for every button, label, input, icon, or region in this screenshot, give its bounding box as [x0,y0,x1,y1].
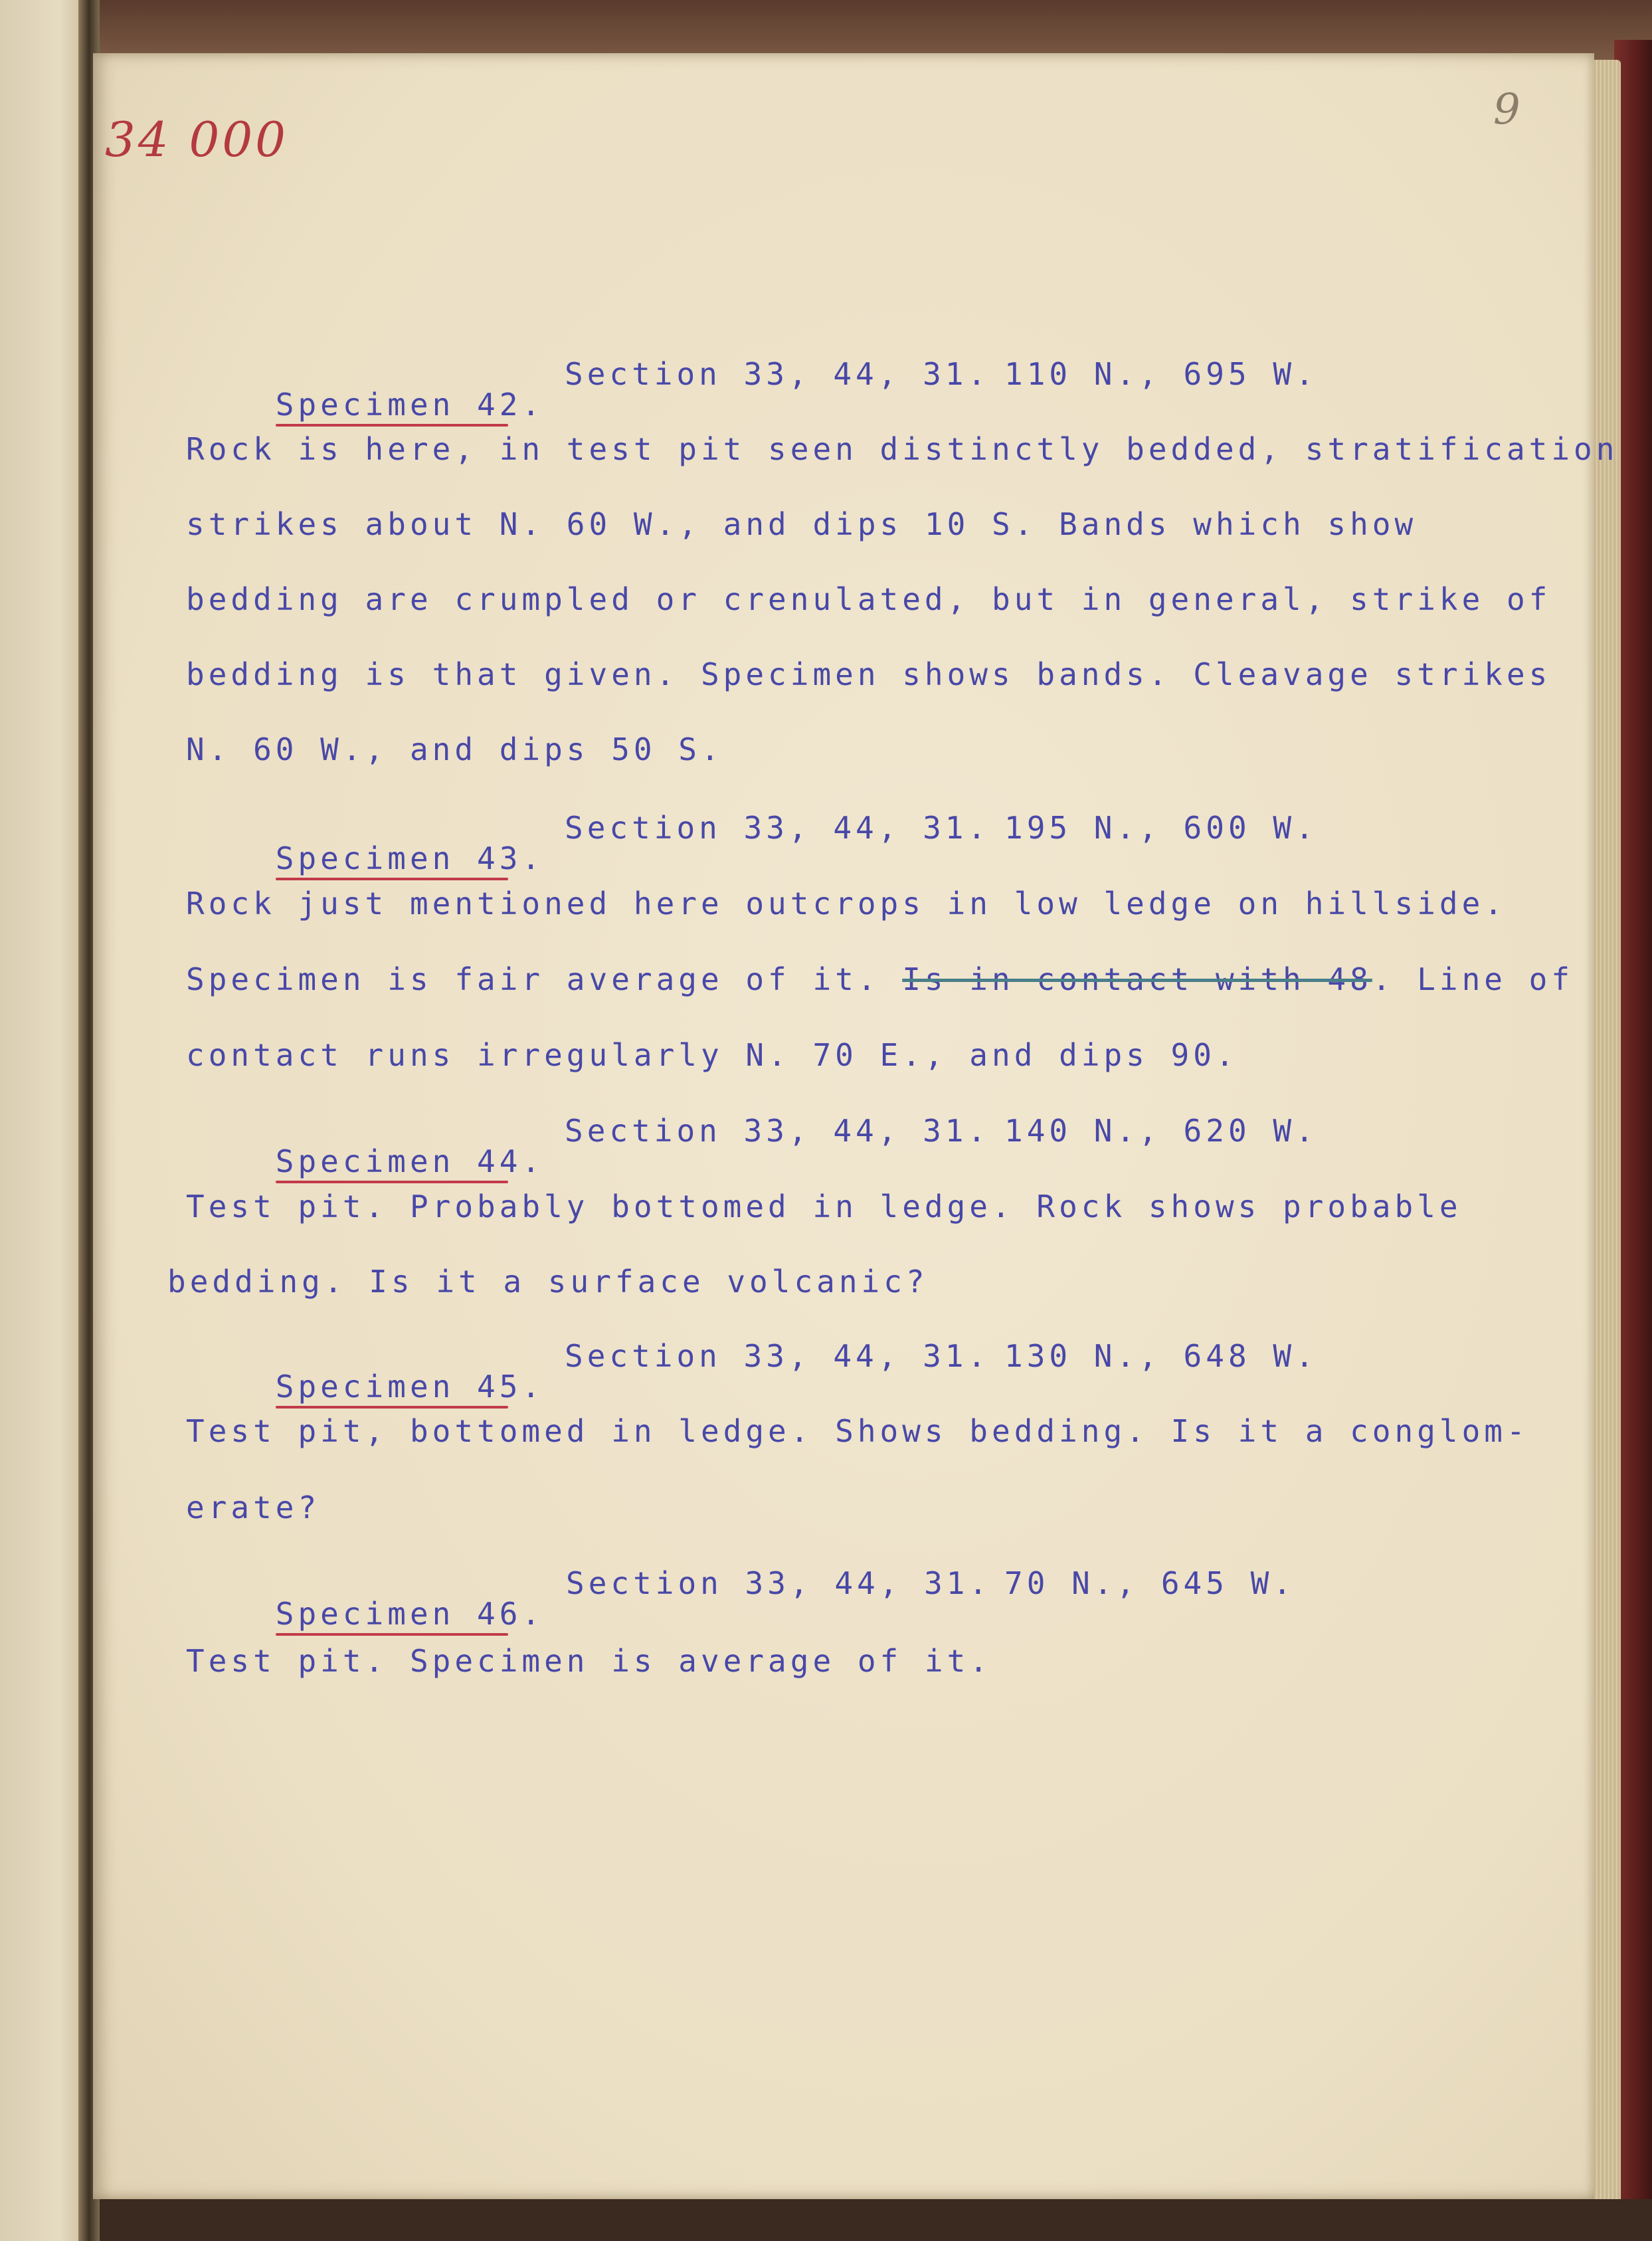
specimen-title: Specimen 44 [275,1143,522,1179]
specimen-heading: Specimen 43. [275,840,545,876]
note-line: N. 60 W., and dips 50 S. [186,731,723,767]
note-text: Specimen is fair average of it. [186,961,903,997]
note-line: Test pit. Probably bottomed in ledge. Rock shows probable [186,1189,1462,1224]
note-line: Rock is here, in test pit seen distinctly bedded, stratification [186,431,1619,467]
note-line: bedding. Is it a surface volcanic? [167,1264,929,1300]
specimen-heading: Specimen 46. [275,1596,545,1632]
specimen-heading: Specimen 45. [275,1369,545,1405]
specimen-location: Section 33, 44, 31. [565,356,990,392]
specimen-title: Specimen 45 [275,1369,522,1405]
note-line: erate? [186,1490,321,1525]
note-line: bedding are crumpled or crenulated, but in general, strike of [186,581,1552,617]
specimen-heading: Specimen 44. [275,1143,545,1179]
note-line: bedding is that given. Specimen shows bands. Cleavage strikes [186,656,1552,692]
specimen-location: Section 33, 44, 31. [565,810,990,846]
note-line: Test pit, bottomed in ledge. Shows bedding. Is it a conglom- [186,1413,1529,1449]
specimen-title: Specimen 42 [275,387,522,423]
note-line: strikes about N. 60 W., and dips 10 S. Bands which show [186,506,1418,542]
specimen-heading: Specimen 42. [275,387,545,423]
specimen-coords: 130 N., 648 W. [1004,1338,1318,1374]
specimen-coords: 140 N., 620 W. [1004,1113,1318,1149]
specimen-title: Specimen 46 [275,1596,522,1632]
specimen-location: Section 33, 44, 31. [566,1565,992,1601]
ledger-number: 34 000 [105,112,288,167]
note-line: Test pit. Specimen is average of it. [186,1643,992,1679]
specimen-coords: 110 N., 695 W. [1004,356,1318,392]
specimen-coords: 70 N., 645 W. [1004,1565,1296,1601]
book-cover-bottom [100,2199,1652,2241]
struck-text: Is in contact with 48 [902,961,1372,997]
specimen-coords: 195 N., 600 W. [1004,810,1318,846]
note-text: . Line of [1372,961,1574,997]
note-line: Rock just mentioned here outcrops in low ledge on hillside. [186,886,1507,922]
specimen-location: Section 33, 44, 31. [565,1113,990,1149]
specimen-location: Section 33, 44, 31. [565,1338,990,1374]
specimen-title: Specimen 43 [275,840,522,876]
note-line: contact runs irregularly N. 70 E., and dips 90. [186,1037,1238,1073]
note-line-with-strike [186,961,1574,997]
page-number: 9 [1493,85,1520,134]
